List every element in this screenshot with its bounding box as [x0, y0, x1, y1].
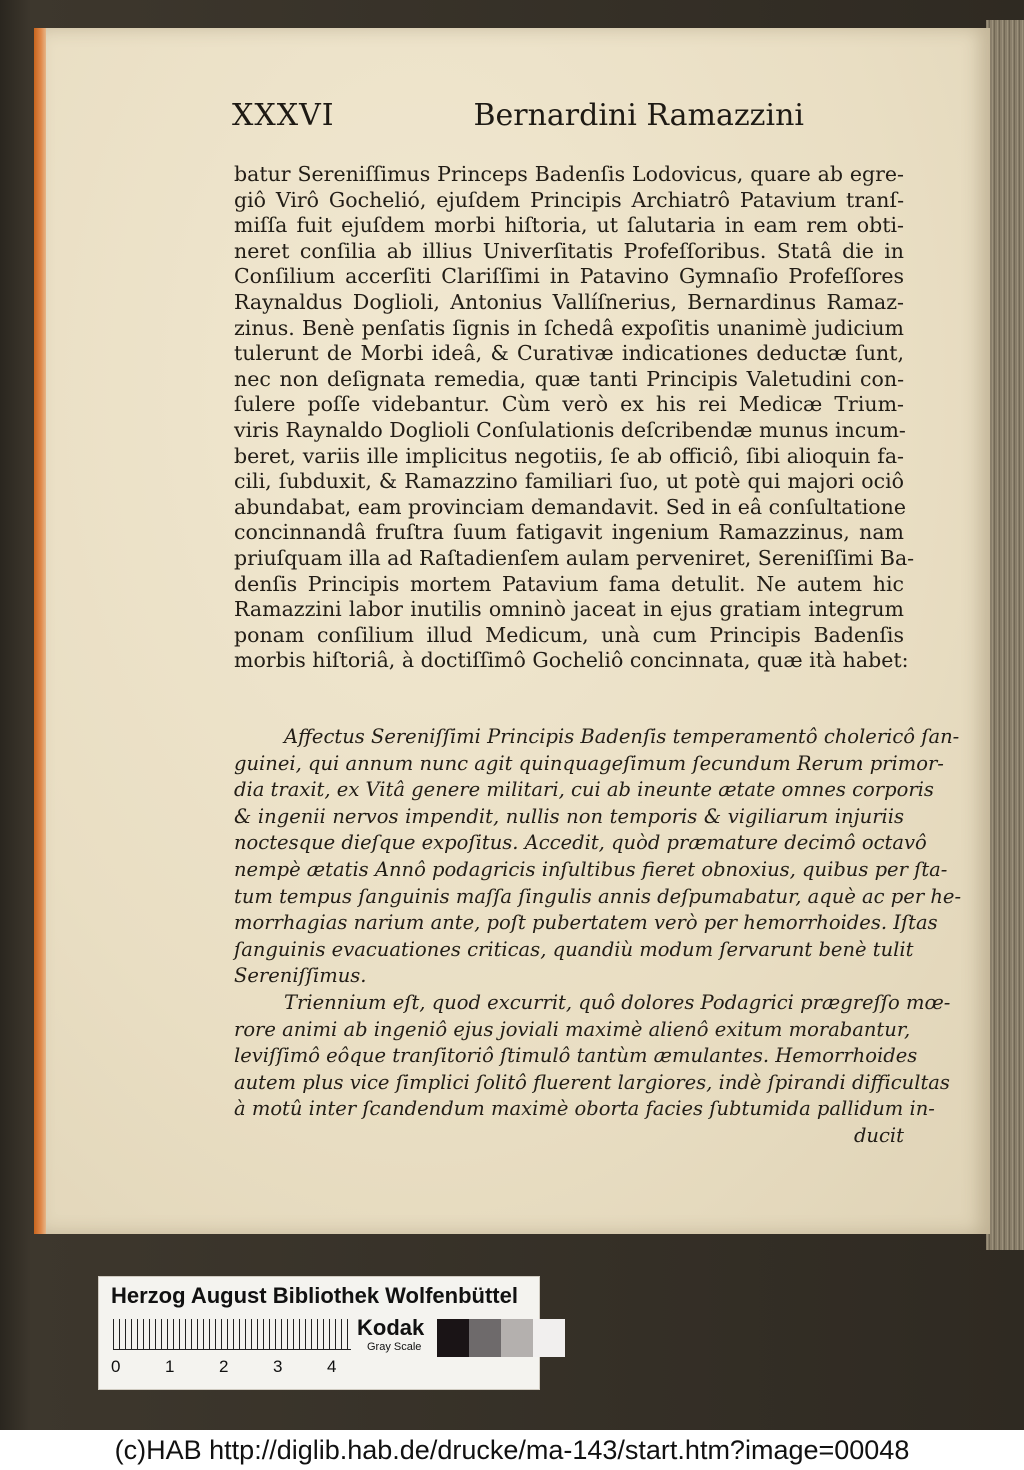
- text-line: tulerunt de Morbi ideâ, & Curativæ indicationes deductæ ſunt,: [234, 341, 904, 366]
- text-line: & ingenii nervos impendit, nullis non temporis & vigiliarum injuriis: [234, 804, 904, 828]
- text-line: abundabat, eam provinciam demandavit. Sed in eâ conſultatione: [234, 494, 906, 519]
- text-line: Ramazzini labor inutilis omninò jaceat in ejus gratiam integrum: [234, 597, 904, 622]
- catchword: ducit: [853, 1123, 904, 1147]
- gray-swatch: [437, 1319, 469, 1357]
- gray-swatch: [533, 1319, 565, 1357]
- text-line: autem plus vice ſimplici ſolitô fluerent largiores, indè ſpirandi difficultas: [234, 1070, 950, 1094]
- ruler-number: 0: [111, 1357, 121, 1376]
- text-line: dia traxit, ex Vitâ genere militari, cui ab ineunte ætate omnes corporis: [234, 778, 934, 802]
- text-line: Triennium eſt, quod excurrit, quô dolores Podagrici prægreſſo mœ-: [284, 990, 951, 1014]
- text-line: viris Raynaldo Doglioli Conſulationis deſcribendæ munus incum-: [234, 417, 906, 442]
- ruler-number: 2: [219, 1357, 229, 1376]
- text-line: nec non deſignata remedia, quæ tanti Principis Valetudini con-: [234, 366, 904, 391]
- text-line: denſis Principis mortem Patavium fama detulit. Ne autem hic: [234, 571, 904, 596]
- ruler-baseline: [113, 1349, 351, 1350]
- text-line: ſulere poſſe videbantur. Cùm verò ex his rei Medicæ Trium-: [234, 392, 904, 417]
- text-line: nempè ætatis Annô podagricis inſultibus fieret obnoxius, quibus per ſta-: [234, 857, 948, 881]
- text-line: morrhagias narium ante, poſt pubertatem verò per hemorrhoides. Iſtas: [234, 911, 938, 935]
- ruler-number: 3: [273, 1357, 283, 1376]
- book-page-stack: [986, 20, 1024, 1250]
- kodak-logo: Kodak: [357, 1315, 425, 1340]
- text-line: beret, variis ille implicitus negotiis, ſe ab officiô, ſibi alioquin fa-: [234, 443, 904, 468]
- page-header: [232, 98, 804, 142]
- ruler-number: 1: [165, 1357, 175, 1376]
- library-name: Herzog August Bibliothek Wolfenbüttel: [111, 1283, 518, 1308]
- gray-swatch: [469, 1319, 501, 1357]
- book-page: [46, 28, 990, 1234]
- text-line: neret conſilia ab illius Univerſitatis Profeſſoribus. Statâ die in: [234, 238, 904, 263]
- text-line: tum tempus ſanguinis maſſa ſingulis annis deſpumabatur, aquè ac per he-: [234, 884, 962, 908]
- gray-swatches: [437, 1319, 565, 1357]
- text-line: à motû inter ſcandendum maximè oborta facies ſubtumida pallidum in-: [234, 1097, 935, 1121]
- ruler-number: 4: [327, 1357, 337, 1376]
- text-line: batur Sereniſſimus Princeps Badenſis Lodovicus, quare ab egre-: [234, 162, 904, 186]
- text-line: noctesque dieſque expoſitus. Accedit, quòd præmature decimô octavô: [234, 831, 927, 855]
- body-paragraph: [234, 162, 915, 674]
- running-title: Bernardini Ramazzini: [473, 98, 804, 133]
- text-line: priuſquam illa ad Raſtadienſem aulam perveniret, Sereniſſimi Ba-: [234, 545, 915, 570]
- text-line: Raynaldus Doglioli, Antonius Vallíſnerius, Bernardinus Ramaz-: [234, 289, 904, 314]
- text-line: Sereniſſimus.: [234, 964, 367, 988]
- text-line: Conſilium accerſiti Clariſſimi in Patavino Gymnaſio Profeſſores: [234, 264, 904, 289]
- text-line: miſſa fuit ejuſdem morbi hiſtoria, ut ſalutaria in eam rem obti-: [234, 213, 904, 238]
- text-line: concinnandâ fruſtra ſuum fatigavit ingenium Ramazzinus, nam: [234, 520, 904, 545]
- gray-scale-label: Gray Scale: [367, 1341, 422, 1353]
- text-line: leviſſimô eôque tranſitoriô ſtimulô tantùm æmulantes. Hemorrhoides: [234, 1044, 918, 1068]
- text-line: ſanguinis evacuationes criticas, quandiù modum ſervarunt benè tulit: [234, 937, 914, 961]
- color-target-card: [98, 1276, 540, 1390]
- gray-swatch: [501, 1319, 533, 1357]
- text-line: ponam conſilium illud Medicum, unà cum Principis Badenſis: [234, 622, 904, 647]
- text-line: zinus. Benè penſatis ſignis in ſchedâ expoſitis unanimè judicium: [234, 315, 904, 340]
- text-line: rore animi ab ingeniô ejus joviali maximè alienô exitum morabantur,: [234, 1017, 911, 1041]
- text-line: cili, ſubduxit, & Ramazzino familiari ſuo, ut potè qui majori ociô: [234, 469, 904, 494]
- text-line: guinei, qui annum nunc agit quinquageſimum ſecundum Rerum primor-: [234, 751, 944, 775]
- source-url-caption: (c)HAB http://diglib.hab.de/drucke/ma-143/start.htm?image=00048: [0, 1430, 1024, 1470]
- text-line: Affectus Sereniſſimi Principis Badenſis temperamentô cholericô ſan-: [284, 725, 960, 748]
- folio-number: XXXVI: [232, 98, 335, 133]
- text-line: morbis hiſtoriâ, à doctiſſimô Gocheliô concinnata, quæ ità habet:: [234, 648, 909, 673]
- text-line: giô Virô Gochelió, ejuſdem Principis Archiatrô Patavium tranſ-: [234, 187, 904, 212]
- scale-ruler: [113, 1319, 351, 1349]
- quoted-case-history: [234, 724, 962, 1150]
